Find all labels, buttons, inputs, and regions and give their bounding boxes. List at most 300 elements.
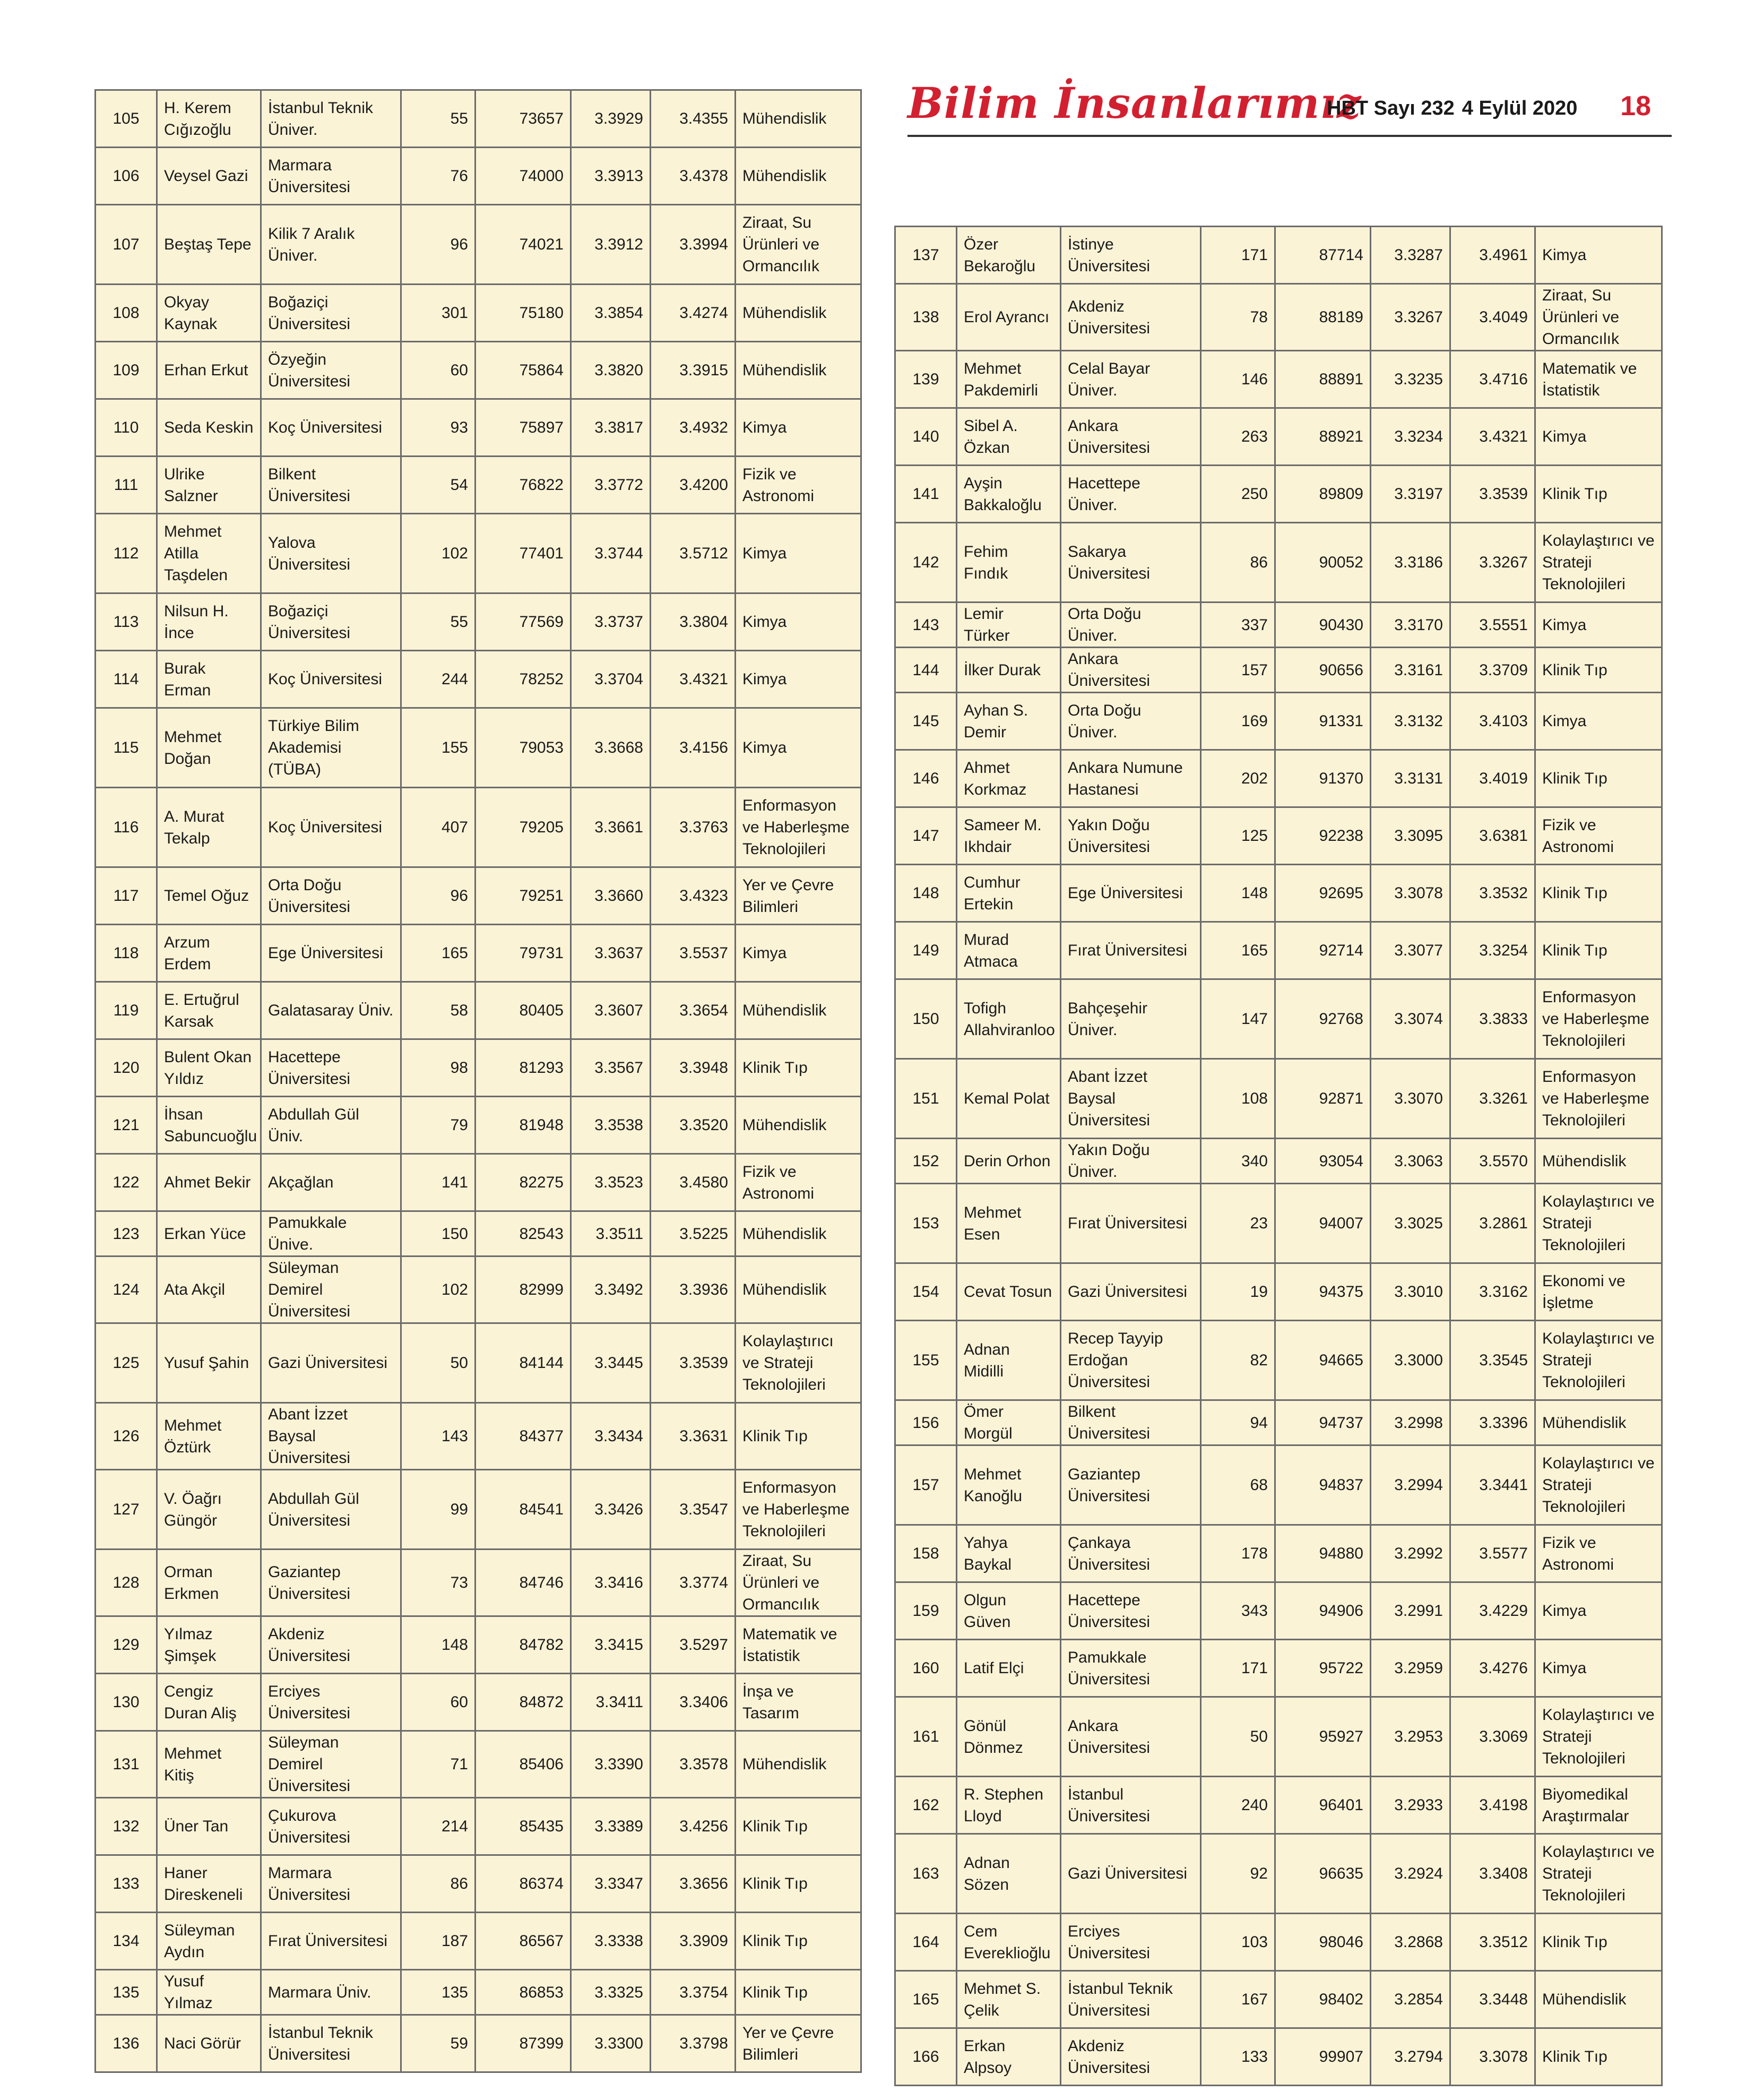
field-cell: Ekonomi ve İşletme [1535,1263,1662,1321]
rank-cell: 138 [895,284,957,351]
hindex-cell: 147 [1201,979,1275,1059]
field-cell: Klinik Tıp [1535,922,1662,979]
score-rank-cell: 75180 [476,285,571,342]
university-cell: Marmara Üniversitesi [261,148,401,205]
name-cell: Mehmet Kanoğlu [957,1445,1061,1525]
score-c2-cell: 3.4019 [1450,750,1535,807]
university-cell: Fırat Üniversitesi [261,1913,401,1970]
score-c1-cell: 3.2998 [1371,1400,1450,1445]
hindex-cell: 103 [1201,1914,1275,1971]
hindex-cell: 165 [1201,922,1275,979]
hindex-cell: 71 [401,1731,476,1798]
score-c2-cell: 3.4198 [1450,1777,1535,1834]
table-row [96,1731,861,1798]
score-c2-cell: 3.3578 [651,1731,736,1798]
rank-cell: 147 [895,807,957,865]
score-rank-cell: 92714 [1275,922,1371,979]
score-c1-cell: 3.3744 [571,514,651,593]
score-c1-cell: 3.3913 [571,148,651,205]
field-cell: Enformasyon ve Haberleşme Teknolojileri [736,1470,861,1550]
score-rank-cell: 89809 [1275,466,1371,523]
table-row [96,867,861,925]
name-cell: Yusuf Şahin [157,1323,261,1403]
field-cell: Ziraat, Su Ürünleri ve Ormancılık [736,1550,861,1616]
score-c2-cell: 3.5225 [651,1211,736,1256]
score-c1-cell: 3.3820 [571,342,651,399]
score-c1-cell: 3.3538 [571,1097,651,1154]
score-rank-cell: 88921 [1275,408,1371,466]
university-cell: Yakın Doğu Üniversitesi [1061,807,1201,865]
university-cell: Koç Üniversitesi [261,399,401,457]
rank-cell: 140 [895,408,957,466]
score-rank-cell: 82275 [476,1154,571,1211]
name-cell: Sibel A. Özkan [957,408,1061,466]
hindex-cell: 19 [1201,1263,1275,1321]
hindex-cell: 240 [1201,1777,1275,1834]
table-row [895,1971,1662,2028]
university-cell: Ege Üniversitesi [1061,865,1201,922]
rank-cell: 144 [895,648,957,693]
field-cell: Klinik Tıp [736,1798,861,1855]
table-row [895,227,1662,284]
name-cell: Orman Erkmen [157,1550,261,1616]
score-c1-cell: 3.3234 [1371,408,1450,466]
score-rank-cell: 77569 [476,593,571,651]
header-divider [907,135,1672,137]
score-rank-cell: 86374 [476,1855,571,1913]
score-c1-cell: 3.3637 [571,925,651,982]
score-c1-cell: 3.3772 [571,457,651,514]
score-c1-cell: 3.3235 [1371,351,1450,408]
university-cell: Erciyes Üniversitesi [1061,1914,1201,1971]
hindex-cell: 167 [1201,1971,1275,2028]
table-row [895,1697,1662,1777]
field-cell: Matematik ve İstatistik [736,1616,861,1674]
ranking-table-left [94,89,862,2073]
rank-cell: 149 [895,922,957,979]
score-rank-cell: 77401 [476,514,571,593]
score-c1-cell: 3.3492 [571,1256,651,1323]
score-c2-cell: 3.3833 [1450,979,1535,1059]
university-cell: Hacettepe Üniversitesi [1061,1582,1201,1640]
rank-cell: 110 [96,399,157,457]
score-c1-cell: 3.2794 [1371,2028,1450,2086]
score-c2-cell: 3.3261 [1450,1059,1535,1139]
hindex-cell: 102 [401,1256,476,1323]
hindex-cell: 143 [401,1403,476,1470]
university-cell: Ankara Üniversitesi [1061,648,1201,693]
score-c2-cell: 3.4932 [651,399,736,457]
field-cell: Kimya [1535,693,1662,750]
score-rank-cell: 87714 [1275,227,1371,284]
rank-cell: 142 [895,523,957,603]
field-cell: Klinik Tıp [736,1855,861,1913]
table-row [895,351,1662,408]
score-rank-cell: 85406 [476,1731,571,1798]
university-cell: Ankara Üniversitesi [1061,408,1201,466]
rank-cell: 107 [96,205,157,285]
table-row [96,982,861,1039]
field-cell: Klinik Tıp [736,1039,861,1097]
name-cell: Mehmet Öztürk [157,1403,261,1470]
score-c2-cell: 3.5537 [651,925,736,982]
score-c1-cell: 3.2933 [1371,1777,1450,1834]
score-c2-cell: 3.5712 [651,514,736,593]
field-cell: Kolaylaştırıcı ve Strateji Teknolojileri [1535,523,1662,603]
field-cell: Klinik Tıp [1535,750,1662,807]
field-cell: Fizik ve Astronomi [1535,807,1662,865]
issue-date: 4 Eylül 2020 [1462,97,1578,119]
university-cell: İstinye Üniversitesi [1061,227,1201,284]
field-cell: Kimya [736,514,861,593]
university-cell: Abdullah Gül Üniv. [261,1097,401,1154]
field-cell: Kolaylaştırıcı ve Strateji Teknolojileri [1535,1321,1662,1400]
hindex-cell: 171 [1201,1640,1275,1697]
score-c1-cell: 3.3661 [571,788,651,867]
table-row [96,1550,861,1616]
university-cell: Pamukkale Ünive. [261,1211,401,1256]
field-cell: Enformasyon ve Haberleşme Teknolojileri [736,788,861,867]
university-cell: Hacettepe Üniversitesi [261,1039,401,1097]
rank-cell: 133 [96,1855,157,1913]
university-cell: Türkiye Bilim Akademisi (TÜBA) [261,708,401,788]
score-c1-cell: 3.3132 [1371,693,1450,750]
score-c2-cell: 3.3709 [1450,648,1535,693]
field-cell: Yer ve Çevre Bilimleri [736,2015,861,2072]
field-cell: Ziraat, Su Ürünleri ve Ormancılık [1535,284,1662,351]
table-row [96,1913,861,1970]
rank-cell: 159 [895,1582,957,1640]
field-cell: Fizik ve Astronomi [736,1154,861,1211]
field-cell: Klinik Tıp [1535,648,1662,693]
name-cell: Mehmet Esen [957,1184,1061,1263]
name-cell: Burak Erman [157,651,261,708]
university-cell: Koç Üniversitesi [261,651,401,708]
rank-cell: 135 [96,1970,157,2015]
publication-issue: HBT Sayı 232 [1327,97,1455,119]
field-cell: Klinik Tıp [1535,1914,1662,1971]
university-cell: Akdeniz Üniversitesi [261,1616,401,1674]
score-rank-cell: 94837 [1275,1445,1371,1525]
score-rank-cell: 85435 [476,1798,571,1855]
hindex-cell: 79 [401,1097,476,1154]
score-c2-cell: 3.4276 [1450,1640,1535,1697]
score-c1-cell: 3.3523 [571,1154,651,1211]
university-cell: Sakarya Üniversitesi [1061,523,1201,603]
field-cell: Mühendislik [1535,1400,1662,1445]
name-cell: Okyay Kaynak [157,285,261,342]
table-row [96,651,861,708]
table-row [96,1403,861,1470]
score-c2-cell: 3.3408 [1450,1834,1535,1914]
score-rank-cell: 94880 [1275,1525,1371,1582]
name-cell: Mehmet Pakdemirli [957,351,1061,408]
score-c2-cell: 3.4274 [651,285,736,342]
field-cell: Kimya [1535,227,1662,284]
table-row [895,523,1662,603]
table-row [96,285,861,342]
field-cell: Kimya [736,708,861,788]
rank-cell: 155 [895,1321,957,1400]
table-row [96,342,861,399]
university-cell: İstanbul Teknik Üniversitesi [261,2015,401,2072]
field-cell: Biyomedikal Araştırmalar [1535,1777,1662,1834]
score-rank-cell: 81948 [476,1097,571,1154]
rank-cell: 163 [895,1834,957,1914]
hindex-cell: 23 [1201,1184,1275,1263]
hindex-cell: 340 [1201,1139,1275,1184]
score-c1-cell: 3.3325 [571,1970,651,2015]
score-c1-cell: 3.2854 [1371,1971,1450,2028]
score-rank-cell: 92695 [1275,865,1371,922]
table-row [895,693,1662,750]
score-c1-cell: 3.3186 [1371,523,1450,603]
table-row [895,284,1662,351]
name-cell: Olgun Güven [957,1582,1061,1640]
score-rank-cell: 78252 [476,651,571,708]
table-row [96,457,861,514]
rank-cell: 128 [96,1550,157,1616]
table-row [96,1855,861,1913]
rank-cell: 143 [895,603,957,648]
table-row [895,1445,1662,1525]
hindex-cell: 169 [1201,693,1275,750]
score-rank-cell: 82543 [476,1211,571,1256]
table-row [895,1834,1662,1914]
rank-cell: 106 [96,148,157,205]
score-c2-cell: 3.3994 [651,205,736,285]
name-cell: Ömer Morgül [957,1400,1061,1445]
hindex-cell: 102 [401,514,476,593]
university-cell: Yalova Üniversitesi [261,514,401,593]
score-rank-cell: 99907 [1275,2028,1371,2086]
name-cell: Murad Atmaca [957,922,1061,979]
field-cell: Mühendislik [736,148,861,205]
field-cell: Klinik Tıp [1535,466,1662,523]
score-rank-cell: 84746 [476,1550,571,1616]
table-row [895,1263,1662,1321]
university-cell: Bahçeşehir Üniver. [1061,979,1201,1059]
hindex-cell: 244 [401,651,476,708]
hindex-cell: 98 [401,1039,476,1097]
score-c2-cell: 3.3162 [1450,1263,1535,1321]
score-c2-cell: 3.3654 [651,982,736,1039]
field-cell: Mühendislik [736,90,861,148]
score-c2-cell: 3.4378 [651,148,736,205]
score-c2-cell: 3.3754 [651,1970,736,2015]
hindex-cell: 171 [1201,227,1275,284]
score-c1-cell: 3.3929 [571,90,651,148]
name-cell: Derin Orhon [957,1139,1061,1184]
university-cell: Abant İzzet Baysal Üniversitesi [261,1403,401,1470]
field-cell: Matematik ve İstatistik [1535,351,1662,408]
hindex-cell: 86 [1201,523,1275,603]
name-cell: İhsan Sabuncuoğlu [157,1097,261,1154]
score-c2-cell: 3.3948 [651,1039,736,1097]
hindex-cell: 165 [401,925,476,982]
score-c2-cell: 3.3406 [651,1674,736,1731]
university-cell: Recep Tayyip Erdoğan Üniversitesi [1061,1321,1201,1400]
hindex-cell: 73 [401,1550,476,1616]
hindex-cell: 54 [401,457,476,514]
table-row [895,1321,1662,1400]
name-cell: Cevat Tosun [957,1263,1061,1321]
rank-cell: 161 [895,1697,957,1777]
name-cell: Kemal Polat [957,1059,1061,1139]
hindex-cell: 135 [401,1970,476,2015]
table-row [96,1154,861,1211]
name-cell: Naci Görür [157,2015,261,2072]
score-c1-cell: 3.3078 [1371,865,1450,922]
right-column [894,226,1661,2086]
score-rank-cell: 96635 [1275,1834,1371,1914]
score-c1-cell: 3.3390 [571,1731,651,1798]
score-c2-cell: 3.3267 [1450,523,1535,603]
hindex-cell: 202 [1201,750,1275,807]
score-c2-cell: 3.3909 [651,1913,736,1970]
score-rank-cell: 94737 [1275,1400,1371,1445]
name-cell: Erkan Alpsoy [957,2028,1061,2086]
university-cell: Bilkent Üniversitesi [261,457,401,514]
name-cell: İlker Durak [957,648,1061,693]
hindex-cell: 76 [401,148,476,205]
score-c2-cell: 3.3798 [651,2015,736,2072]
university-cell: Çukurova Üniversitesi [261,1798,401,1855]
field-cell: Klinik Tıp [736,1403,861,1470]
table-row [96,925,861,982]
name-cell: Sameer M. Ikhdair [957,807,1061,865]
rank-cell: 136 [96,2015,157,2072]
score-c1-cell: 3.3567 [571,1039,651,1097]
table-row [895,2028,1662,2086]
name-cell: Bulent Okan Yıldız [157,1039,261,1097]
name-cell: Arzum Erdem [157,925,261,982]
score-rank-cell: 84144 [476,1323,571,1403]
rank-cell: 119 [96,982,157,1039]
field-cell: Klinik Tıp [1535,2028,1662,2086]
hindex-cell: 60 [401,342,476,399]
university-cell: Koç Üniversitesi [261,788,401,867]
field-cell: İnşa ve Tasarım [736,1674,861,1731]
score-rank-cell: 84872 [476,1674,571,1731]
score-rank-cell: 75897 [476,399,571,457]
university-cell: Akdeniz Üniversitesi [1061,284,1201,351]
name-cell: Lemir Türker [957,603,1061,648]
hindex-cell: 337 [1201,603,1275,648]
table-row [895,648,1662,693]
score-c2-cell: 3.3539 [651,1323,736,1403]
name-cell: Özer Bekaroğlu [957,227,1061,284]
score-rank-cell: 90656 [1275,648,1371,693]
university-cell: Hacettepe Üniver. [1061,466,1201,523]
university-cell: Fırat Üniversitesi [1061,922,1201,979]
field-cell: Kimya [1535,603,1662,648]
score-rank-cell: 94665 [1275,1321,1371,1400]
score-c1-cell: 3.3287 [1371,227,1450,284]
score-c1-cell: 3.3912 [571,205,651,285]
rank-cell: 153 [895,1184,957,1263]
name-cell: Beştaş Tepe [157,205,261,285]
score-c2-cell: 3.4103 [1450,693,1535,750]
university-cell: Süleyman Demirel Üniversitesi [261,1731,401,1798]
score-c1-cell: 3.3131 [1371,750,1450,807]
score-c2-cell: 3.3441 [1450,1445,1535,1525]
score-c1-cell: 3.3389 [571,1798,651,1855]
name-cell: E. Ertuğrul Karsak [157,982,261,1039]
hindex-cell: 407 [401,788,476,867]
field-cell: Yer ve Çevre Bilimleri [736,867,861,925]
hindex-cell: 60 [401,1674,476,1731]
rank-cell: 117 [96,867,157,925]
score-c1-cell: 3.3660 [571,867,651,925]
table-row [895,1400,1662,1445]
university-cell: Boğaziçi Üniversitesi [261,285,401,342]
rank-cell: 141 [895,466,957,523]
name-cell: Ahmet Korkmaz [957,750,1061,807]
score-c2-cell: 3.5570 [1450,1139,1535,1184]
university-cell: Gaziantep Üniversitesi [1061,1445,1201,1525]
score-rank-cell: 93054 [1275,1139,1371,1184]
score-c2-cell: 3.3547 [651,1470,736,1550]
hindex-cell: 157 [1201,648,1275,693]
name-cell: Cem Evereklioğlu [957,1914,1061,1971]
score-c2-cell: 3.3078 [1450,2028,1535,2086]
table-row [96,788,861,867]
name-cell: Mehmet S. Çelik [957,1971,1061,2028]
rank-cell: 109 [96,342,157,399]
score-c1-cell: 3.2992 [1371,1525,1450,1582]
field-cell: Kimya [1535,408,1662,466]
score-c1-cell: 3.2953 [1371,1697,1450,1777]
table-row [96,1798,861,1855]
rank-cell: 120 [96,1039,157,1097]
rank-cell: 122 [96,1154,157,1211]
hindex-cell: 93 [401,399,476,457]
university-cell: Erciyes Üniversitesi [261,1674,401,1731]
name-cell: Mehmet Kitiş [157,1731,261,1798]
name-cell: Ulrike Salzner [157,457,261,514]
score-rank-cell: 91331 [1275,693,1371,750]
university-cell: Celal Bayar Üniver. [1061,351,1201,408]
score-c2-cell: 3.4321 [651,651,736,708]
table-row [895,1914,1662,1971]
field-cell: Mühendislik [1535,1971,1662,2028]
score-c2-cell: 3.4323 [651,867,736,925]
name-cell: Ahmet Bekir [157,1154,261,1211]
university-cell: Galatasaray Üniv. [261,982,401,1039]
table-row [96,593,861,651]
table-row [895,1777,1662,1834]
score-c1-cell: 3.3445 [571,1323,651,1403]
score-rank-cell: 76822 [476,457,571,514]
name-cell: Gönül Dönmez [957,1697,1061,1777]
field-cell: Mühendislik [736,1211,861,1256]
rank-cell: 125 [96,1323,157,1403]
university-cell: Fırat Üniversitesi [1061,1184,1201,1263]
table-row [895,466,1662,523]
field-cell: Klinik Tıp [1535,865,1662,922]
score-c1-cell: 3.3704 [571,651,651,708]
name-cell: R. Stephen Lloyd [957,1777,1061,1834]
section-title: Bilim İnsanlarımız [907,78,1362,128]
university-cell: Marmara Üniv. [261,1970,401,2015]
score-c1-cell: 3.3426 [571,1470,651,1550]
hindex-cell: 50 [401,1323,476,1403]
hindex-cell: 55 [401,90,476,148]
table-row [895,1525,1662,1582]
university-cell: Akdeniz Üniversitesi [1061,2028,1201,2086]
field-cell: Kolaylaştırıcı ve Strateji Teknolojileri [1535,1445,1662,1525]
